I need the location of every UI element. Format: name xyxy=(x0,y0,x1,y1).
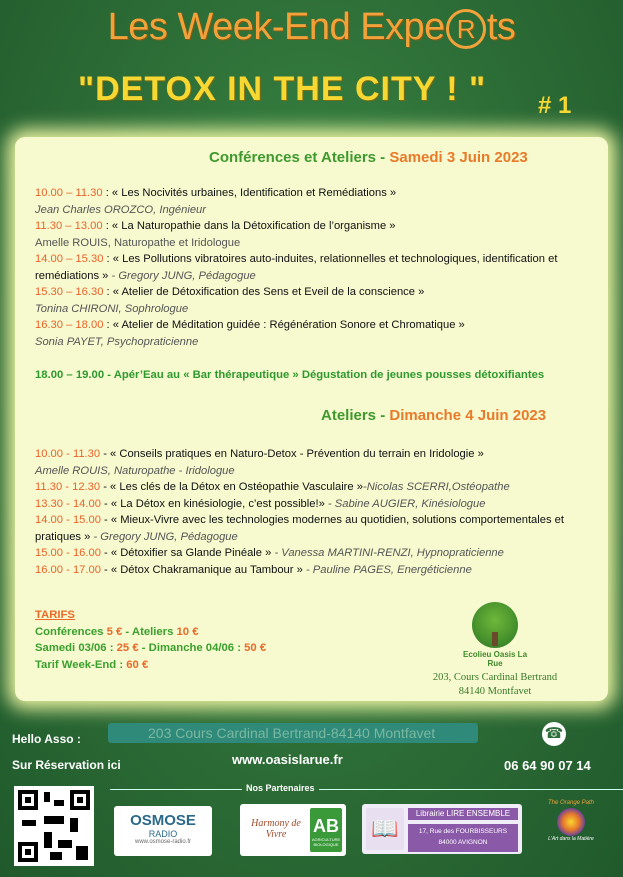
row-speaker: Sonia PAYET, Psychopraticienne xyxy=(35,335,199,348)
phone-number: 06 64 90 07 14 xyxy=(504,758,591,773)
venue-addr2: 84140 Montfavet xyxy=(458,686,532,697)
row-time: 11.30 - 12.30 xyxy=(35,481,101,493)
program-row xyxy=(35,446,595,479)
row-speaker: Jean Charles OROZCO, Ingénieur xyxy=(35,203,206,216)
row-speaker: -Nicolas SCERRI,Ostéopathe xyxy=(362,481,510,493)
osmose-sub: RADIO xyxy=(148,829,178,839)
program-row xyxy=(35,496,595,513)
address-bar: 203 Cours Cardinal Bertrand-84140 Montfavet xyxy=(108,723,478,743)
row-text: : « Les Pollutions vibratoires auto-induites, relationnelles et technologiques, identification et remédiations » xyxy=(35,253,558,282)
program-row xyxy=(35,218,595,251)
librairie-addr2: 84000 AVIGNON xyxy=(438,839,488,846)
hello-asso-label: Hello Asso : xyxy=(12,732,81,746)
row-text: : « Les Nocivités urbaines, Identification et Remédiations » xyxy=(102,187,397,199)
tarif-price: 10 € xyxy=(176,625,199,638)
saturday-heading xyxy=(209,149,528,166)
edition-number: # 1 xyxy=(538,92,572,119)
tarif-label: - Dimanche 04/06 : xyxy=(138,642,245,654)
row-speaker: - Sabine AUGIER, Kinésiologue xyxy=(324,497,486,510)
qr-code-icon[interactable] xyxy=(14,786,94,866)
venue-addr1: 203, Cours Cardinal Bertrand xyxy=(432,672,558,683)
row-text: - « Conseils pratiques en Naturo-Detox - Prévention du terrain en Iridologie » xyxy=(100,448,484,460)
tarif-label: Conférences xyxy=(35,625,107,638)
program-row xyxy=(35,317,595,350)
mandala-icon xyxy=(557,808,585,836)
sunday-heading-a: Ateliers - xyxy=(321,407,390,424)
title-r-circle: R xyxy=(446,9,486,49)
osmose-url: www.osmose-radio.fr xyxy=(134,839,191,845)
tarifs-block xyxy=(35,607,266,673)
row-time: 15.30 – 16.30 xyxy=(35,286,104,298)
reservation-link[interactable]: Sur Réservation ici xyxy=(12,758,121,772)
tarifs-line xyxy=(35,624,266,641)
oasis-name: Ecolieu Oasis La Rue xyxy=(462,650,528,668)
poster-title xyxy=(0,6,623,49)
program-row xyxy=(35,512,595,545)
oasis-logo xyxy=(455,602,535,668)
row-speaker: Tonina CHIRONI, Sophrologue xyxy=(35,302,189,315)
tarif-label: Tarif Week-End : xyxy=(35,658,127,671)
row-text: - « Mieux-Vivre avec les technologies modernes au quotidien, solutions comportementales et pratiques » xyxy=(35,514,565,543)
row-speaker: - Pauline PAGES, Energéticienne xyxy=(305,563,472,576)
librairie-logo xyxy=(362,804,522,854)
tarif-price: 60 € xyxy=(126,658,149,671)
apero-line: 18.00 – 19.00 - Apér’Eau au « Bar thérapeutique » Dégustation de jeunes pousses détoxifiantes xyxy=(35,369,545,381)
row-text: : « La Naturopathie dans la Détoxification de l’organisme » xyxy=(102,220,396,232)
sunday-heading xyxy=(321,407,546,424)
row-text: - « Les clés de la Détox en Ostéopathie Vasculaire » xyxy=(100,481,363,493)
tree-icon xyxy=(472,602,518,648)
tarif-price: 50 € xyxy=(244,642,267,654)
tarif-label: - Ateliers xyxy=(122,625,177,638)
tarif-price: 5 € xyxy=(106,625,123,638)
row-time: 16.00 - 17.00 xyxy=(35,563,101,576)
osmose-title: OSMOSE xyxy=(130,812,196,829)
poster-subtitle: "DETOX IN THE CITY ! " xyxy=(78,70,487,108)
program-row xyxy=(35,545,595,562)
phone-icon: ☎ xyxy=(542,722,566,746)
tarifs-line xyxy=(35,640,266,657)
venue-address xyxy=(420,671,570,699)
sunday-heading-b: Dimanche 4 Juin 2023 xyxy=(389,407,547,424)
website-link[interactable]: www.oasislarue.fr xyxy=(232,752,343,767)
row-text: - « Détox Chakramanique au Tambour » xyxy=(100,563,306,576)
row-time: 14.00 - 15.00 xyxy=(35,514,101,526)
tarifs-title: TARIFS xyxy=(35,609,75,621)
row-speaker: - Gregory JUNG, Pédagogue xyxy=(111,269,256,282)
saturday-heading-b: Samedi 3 Juin 2023 xyxy=(389,149,528,166)
row-text: : « Atelier de Méditation guidée : Régénération Sonore et Chromatique » xyxy=(103,319,465,331)
librairie-address xyxy=(408,824,518,852)
partners-title: Nos Partenaires xyxy=(242,783,319,793)
osmose-radio-logo xyxy=(114,806,212,856)
harmony-text: Harmony de Vivre xyxy=(251,818,301,840)
sunday-program xyxy=(35,446,595,578)
partners-divider xyxy=(110,789,623,790)
program-row xyxy=(35,284,595,317)
orange-path-sub: L'Art dans la Matière xyxy=(548,836,594,842)
row-speaker: - Gregory JUNG, Pédagogue xyxy=(90,530,238,543)
harmony-logo xyxy=(240,804,346,856)
row-time: 13.30 - 14.00 xyxy=(35,497,101,510)
title-part-a: Les Week-End Expe xyxy=(107,6,445,48)
row-time: 15.00 - 16.00 xyxy=(35,547,101,559)
librairie-title: Librairie LIRE ENSEMBLE xyxy=(408,808,518,820)
librairie-addr1: 17, Rue des FOURBISSEURS xyxy=(418,828,508,835)
row-time: 16.30 – 18.00 xyxy=(35,319,104,331)
orange-path-logo xyxy=(532,800,610,858)
row-speaker: - Vanessa MARTINI-RENZI, Hypnopraticienne xyxy=(274,547,504,559)
row-speaker: Amelle ROUIS, Naturopathe - Iridologue xyxy=(35,464,235,477)
program-row xyxy=(35,185,595,218)
row-time: 14.00 – 15.30 xyxy=(35,253,104,265)
row-text: - « Détoxifier sa Glande Pinéale » xyxy=(100,547,275,559)
title-part-b: ts xyxy=(486,6,516,48)
tarifs-line xyxy=(35,657,266,674)
program-row xyxy=(35,251,595,284)
saturday-heading-a: Conférences et Ateliers - xyxy=(209,149,390,166)
row-time: 11.30 – 13.00 xyxy=(35,220,103,232)
row-text: : « Atelier de Détoxification des Sens et Eveil de la conscience » xyxy=(103,286,425,298)
tarif-price: 25 € xyxy=(116,642,139,654)
ab-text: AB xyxy=(313,816,339,836)
program-panel xyxy=(15,137,608,701)
row-speaker: Amelle ROUIS, Naturopathe et Iridologue xyxy=(35,236,241,249)
tarif-label: Samedi 03/06 : xyxy=(35,642,117,654)
orange-path-title: The Orange Path xyxy=(547,800,595,806)
saturday-program xyxy=(35,185,595,350)
row-text: - « La Détox en kinésiologie, c’est possible!» xyxy=(100,497,325,510)
program-row xyxy=(35,562,595,579)
row-time: 10.00 – 11.30 xyxy=(35,187,103,199)
row-time: 10.00 - 11.30 xyxy=(35,448,101,460)
ab-sub-text: AGRICULTURE BIOLOGIQUE xyxy=(311,837,341,847)
readers-icon: 📖 xyxy=(366,808,404,850)
ab-label-icon xyxy=(310,808,342,852)
program-row xyxy=(35,479,595,496)
